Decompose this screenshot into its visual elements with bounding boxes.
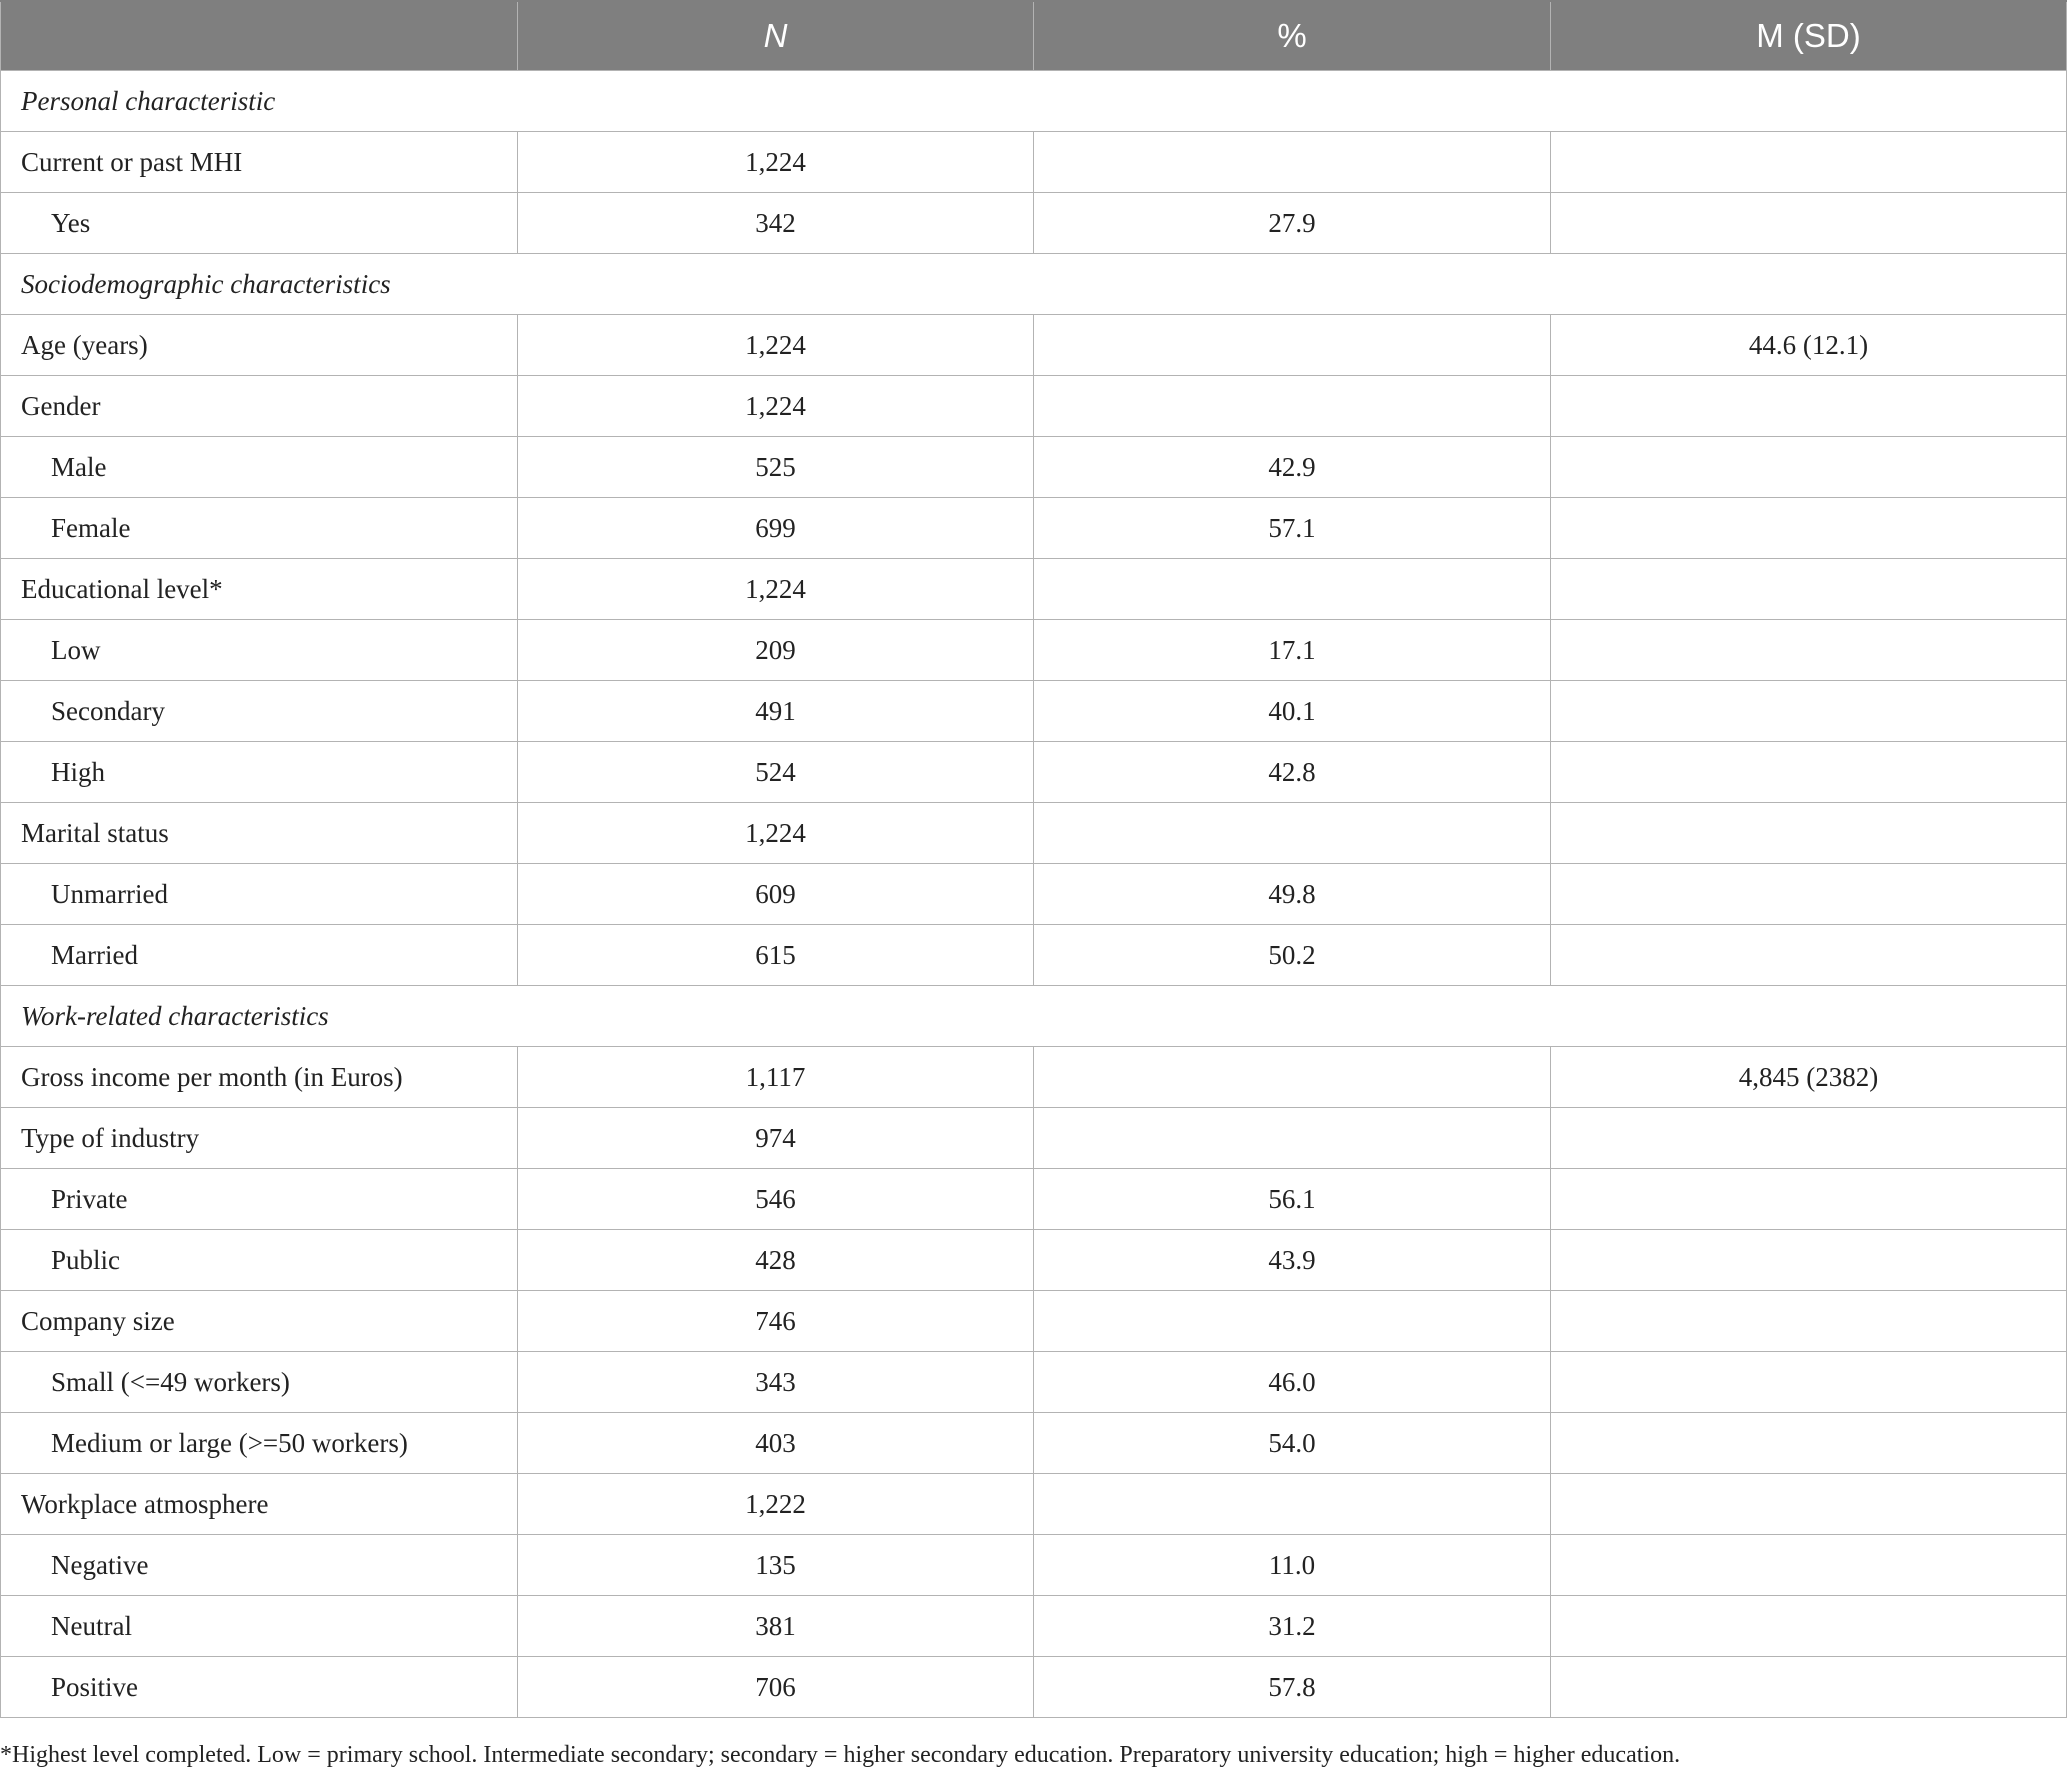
cell-mean-sd — [1551, 681, 2067, 742]
cell-percent: 42.9 — [1034, 437, 1551, 498]
header-label-column — [1, 1, 518, 71]
cell-mean-sd — [1551, 1291, 2067, 1352]
cell-n: 403 — [518, 1413, 1034, 1474]
cell-n: 1,224 — [518, 559, 1034, 620]
cell-mean-sd — [1551, 1474, 2067, 1535]
cell-mean-sd — [1551, 1657, 2067, 1718]
cell-n: 381 — [518, 1596, 1034, 1657]
cell-n: 1,117 — [518, 1047, 1034, 1108]
header-n: N — [518, 1, 1034, 71]
table-header — [1, 1, 2067, 71]
cell-mean-sd — [1551, 1352, 2067, 1413]
cell-mean-sd: 4,845 (2382) — [1551, 1047, 2067, 1108]
cell-n: 209 — [518, 620, 1034, 681]
cell-mean-sd — [1551, 132, 2067, 193]
cell-percent — [1034, 132, 1551, 193]
cell-mean-sd — [1551, 437, 2067, 498]
cell-percent: 54.0 — [1034, 1413, 1551, 1474]
cell-percent — [1034, 1474, 1551, 1535]
row-label: Male — [1, 437, 518, 498]
table-subrow — [1, 1535, 2067, 1596]
row-label: Neutral — [1, 1596, 518, 1657]
row-label: Marital status — [1, 803, 518, 864]
cell-n: 706 — [518, 1657, 1034, 1718]
cell-n: 1,224 — [518, 132, 1034, 193]
row-label: Unmarried — [1, 864, 518, 925]
cell-n: 615 — [518, 925, 1034, 986]
table-row — [1, 1474, 2067, 1535]
row-label: Public — [1, 1230, 518, 1291]
table-subrow — [1, 437, 2067, 498]
row-label: Married — [1, 925, 518, 986]
cell-percent — [1034, 376, 1551, 437]
cell-mean-sd — [1551, 742, 2067, 803]
table-row — [1, 803, 2067, 864]
row-label: Yes — [1, 193, 518, 254]
section-header-row — [1, 254, 2067, 315]
row-label: Negative — [1, 1535, 518, 1596]
section-title: Personal characteristic — [1, 71, 2067, 132]
row-label: High — [1, 742, 518, 803]
table-row — [1, 1047, 2067, 1108]
table-subrow — [1, 620, 2067, 681]
cell-mean-sd — [1551, 193, 2067, 254]
row-label: Gross income per month (in Euros) — [1, 1047, 518, 1108]
cell-percent: 27.9 — [1034, 193, 1551, 254]
table-subrow — [1, 1230, 2067, 1291]
header-percent: % — [1034, 1, 1551, 71]
cell-percent: 57.1 — [1034, 498, 1551, 559]
row-label: Current or past MHI — [1, 132, 518, 193]
cell-percent: 49.8 — [1034, 864, 1551, 925]
cell-percent: 57.8 — [1034, 1657, 1551, 1718]
cell-mean-sd — [1551, 803, 2067, 864]
table-subrow — [1, 681, 2067, 742]
row-label: Private — [1, 1169, 518, 1230]
cell-mean-sd — [1551, 1596, 2067, 1657]
section-title: Sociodemographic characteristics — [1, 254, 2067, 315]
table-row — [1, 315, 2067, 376]
table-row — [1, 132, 2067, 193]
table-subrow — [1, 1596, 2067, 1657]
header-row — [1, 1, 2067, 71]
cell-percent: 11.0 — [1034, 1535, 1551, 1596]
table-subrow — [1, 193, 2067, 254]
table-row — [1, 376, 2067, 437]
cell-mean-sd — [1551, 498, 2067, 559]
cell-percent: 40.1 — [1034, 681, 1551, 742]
cell-percent — [1034, 559, 1551, 620]
table-subrow — [1, 864, 2067, 925]
cell-percent — [1034, 1291, 1551, 1352]
table-subrow — [1, 925, 2067, 986]
cell-percent: 42.8 — [1034, 742, 1551, 803]
section-title: Work-related characteristics — [1, 986, 2067, 1047]
table-row — [1, 1108, 2067, 1169]
cell-percent: 56.1 — [1034, 1169, 1551, 1230]
cell-mean-sd — [1551, 620, 2067, 681]
row-label: Company size — [1, 1291, 518, 1352]
row-label: Type of industry — [1, 1108, 518, 1169]
cell-percent — [1034, 1108, 1551, 1169]
row-label: Low — [1, 620, 518, 681]
table-subrow — [1, 1169, 2067, 1230]
table-subrow — [1, 1352, 2067, 1413]
cell-n: 699 — [518, 498, 1034, 559]
cell-percent: 17.1 — [1034, 620, 1551, 681]
row-label: Gender — [1, 376, 518, 437]
cell-n: 546 — [518, 1169, 1034, 1230]
cell-mean-sd: 44.6 (12.1) — [1551, 315, 2067, 376]
cell-mean-sd — [1551, 559, 2067, 620]
row-label: Medium or large (>=50 workers) — [1, 1413, 518, 1474]
cell-percent: 43.9 — [1034, 1230, 1551, 1291]
table-body — [1, 71, 2067, 1718]
cell-mean-sd — [1551, 1230, 2067, 1291]
cell-mean-sd — [1551, 1169, 2067, 1230]
row-label: Small (<=49 workers) — [1, 1352, 518, 1413]
cell-mean-sd — [1551, 1535, 2067, 1596]
cell-mean-sd — [1551, 925, 2067, 986]
cell-n: 974 — [518, 1108, 1034, 1169]
row-label: Workplace atmosphere — [1, 1474, 518, 1535]
table-subrow — [1, 498, 2067, 559]
table-subrow — [1, 742, 2067, 803]
table-row — [1, 1291, 2067, 1352]
cell-n: 342 — [518, 193, 1034, 254]
cell-n: 135 — [518, 1535, 1034, 1596]
cell-mean-sd — [1551, 376, 2067, 437]
section-header-row — [1, 986, 2067, 1047]
cell-percent: 50.2 — [1034, 925, 1551, 986]
cell-n: 1,224 — [518, 803, 1034, 864]
cell-n: 491 — [518, 681, 1034, 742]
cell-percent — [1034, 315, 1551, 376]
row-label: Educational level* — [1, 559, 518, 620]
table-subrow — [1, 1413, 2067, 1474]
cell-n: 428 — [518, 1230, 1034, 1291]
row-label: Secondary — [1, 681, 518, 742]
cell-percent — [1034, 803, 1551, 864]
cell-n: 525 — [518, 437, 1034, 498]
cell-percent — [1034, 1047, 1551, 1108]
cell-n: 746 — [518, 1291, 1034, 1352]
table-footnote: *Highest level completed. Low = primary school. Intermediate secondary; secondary = higher secondary education. Preparatory university education; high = higher education. — [0, 1742, 1681, 1768]
cell-n: 1,224 — [518, 315, 1034, 376]
row-label: Positive — [1, 1657, 518, 1718]
cell-mean-sd — [1551, 1413, 2067, 1474]
cell-mean-sd — [1551, 864, 2067, 925]
row-label: Age (years) — [1, 315, 518, 376]
cell-mean-sd — [1551, 1108, 2067, 1169]
header-mean-sd: M (SD) — [1551, 1, 2067, 71]
cell-n: 1,224 — [518, 376, 1034, 437]
cell-n: 1,222 — [518, 1474, 1034, 1535]
cell-percent: 31.2 — [1034, 1596, 1551, 1657]
cell-n: 343 — [518, 1352, 1034, 1413]
cell-n: 609 — [518, 864, 1034, 925]
cell-n: 524 — [518, 742, 1034, 803]
table-subrow — [1, 1657, 2067, 1718]
table-row — [1, 559, 2067, 620]
row-label: Female — [1, 498, 518, 559]
section-header-row — [1, 71, 2067, 132]
cell-percent: 46.0 — [1034, 1352, 1551, 1413]
